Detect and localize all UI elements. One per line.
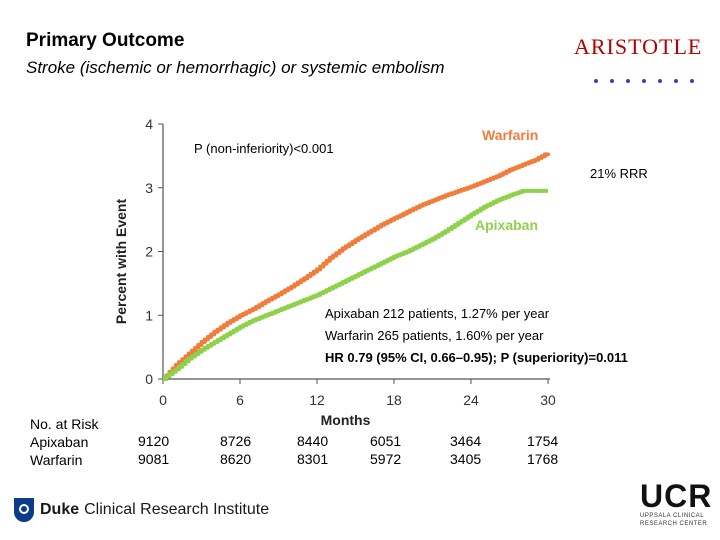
risk-value-apixaban: 6051 (370, 433, 402, 449)
p-noninferiority-annotation: P (non-inferiority)<0.001 (194, 141, 334, 156)
x-tick-label: 30 (540, 392, 556, 408)
x-tick-label: 0 (159, 392, 167, 408)
series-line-warfarin (163, 153, 548, 379)
x-axis-title: Months (320, 412, 371, 428)
ucr-logo-line1: UPPSALA CLINICAL (640, 513, 705, 519)
risk-value-warfarin: 8301 (297, 451, 329, 467)
page-title: Primary Outcome (26, 30, 185, 51)
risk-value-warfarin: 5972 (370, 451, 402, 467)
risk-row-label-apixaban: Apixaban (30, 434, 89, 450)
ucr-logo (640, 478, 713, 528)
risk-value-warfarin: 9081 (138, 451, 170, 467)
x-tick-label: 12 (309, 392, 325, 408)
y-axis-title: Percent with Event (113, 198, 129, 325)
y-tick-label: 2 (145, 243, 153, 260)
x-tick-label: 24 (463, 392, 479, 408)
y-tick-label: 3 (145, 179, 153, 196)
duke-shield-icon (14, 498, 34, 522)
series-label-apixaban: Apixaban (475, 217, 539, 233)
apixaban-rate-annotation: Apixaban 212 patients, 1.27% per year (325, 306, 550, 321)
y-tick-label: 1 (145, 307, 153, 324)
x-tick-label: 18 (386, 392, 402, 408)
chart-axes (113, 116, 556, 428)
y-tick-label: 0 (145, 371, 153, 387)
x-tick-label: 6 (236, 392, 244, 408)
risk-value-apixaban: 1754 (527, 433, 559, 449)
risk-value-apixaban: 8440 (297, 433, 329, 449)
risk-row-label-warfarin: Warfarin (30, 452, 83, 468)
duke-logo-bold: Duke (40, 501, 80, 518)
rrr-annotation: 21% RRR (590, 166, 648, 181)
warfarin-rate-annotation: Warfarin 265 patients, 1.60% per year (325, 328, 544, 343)
risk-value-apixaban: 8726 (220, 433, 252, 449)
chart-lines (163, 153, 548, 379)
series-label-warfarin: Warfarin (482, 127, 539, 143)
risk-value-apixaban: 9120 (138, 433, 170, 449)
risk-table-header: No. at Risk (30, 416, 99, 432)
hr-annotation: HR 0.79 (95% CI, 0.66–0.95); P (superiority)=0.011 (325, 350, 628, 365)
y-tick-label: 4 (145, 116, 153, 132)
ucr-logo-line2: RESEARCH CENTER (640, 521, 708, 527)
risk-value-warfarin: 1768 (527, 451, 559, 467)
page-subtitle: Stroke (ischemic or hemorrhagic) or systemic embolism (26, 58, 445, 77)
duke-logo (14, 498, 269, 522)
ucr-logo-text: UCR (640, 478, 713, 514)
risk-value-warfarin: 3405 (450, 451, 482, 467)
risk-table-labels (30, 415, 98, 469)
aristotle-logo-text: ARISTOTLE (574, 34, 703, 59)
risk-value-apixaban: 3464 (450, 433, 482, 449)
risk-value-warfarin: 8620 (220, 451, 252, 467)
duke-logo-text: Clinical Research Institute (84, 501, 270, 518)
